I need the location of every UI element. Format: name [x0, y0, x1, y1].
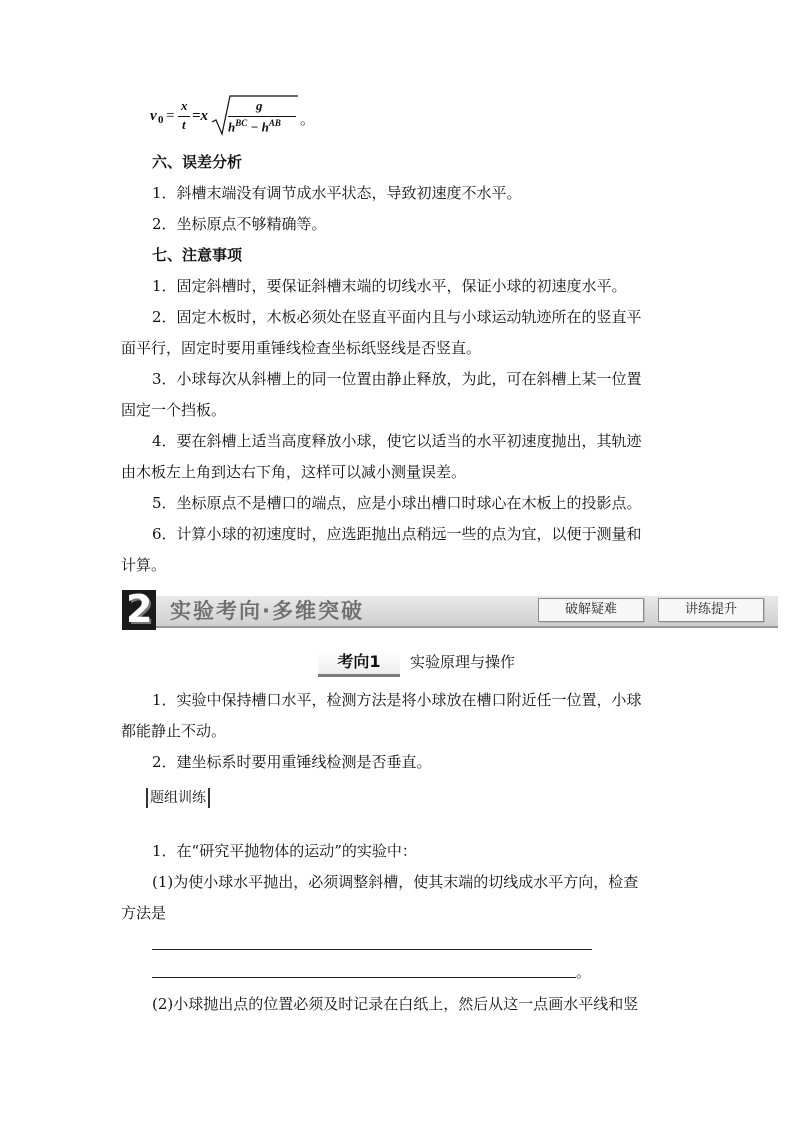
section7-heading: 七、注意事项	[152, 246, 243, 264]
practice-line: 方法是	[121, 904, 167, 922]
section7-line: 计算。	[121, 556, 167, 574]
direction1-line: 都能静止不动。	[121, 722, 227, 740]
section7-line: 1．固定斜槽时，要保证斜槽末端的切线水平，保证小球的初速度水平。	[152, 277, 627, 295]
section6-item-2: 2．坐标原点不够精确等。	[152, 215, 327, 233]
practice-line: (1)为使小球水平抛出，必须调整斜槽，使其末端的切线成水平方向，检查	[152, 873, 639, 891]
section7-line: 固定一个挡板。	[121, 401, 227, 419]
section7-line: 3．小球每次从斜槽上的同一位置由静止释放，为此，可在斜槽上某一位置	[152, 370, 642, 388]
answer-blank-line-1[interactable]	[152, 949, 592, 950]
section7-line: 2．固定木板时，木板必须处在竖直平面内且与小球运动轨迹所在的竖直平	[152, 308, 642, 326]
section6-heading: 六、误差分析	[152, 153, 243, 171]
direction1-title: 实验原理与操作	[410, 653, 516, 671]
formula-equals: =	[166, 108, 175, 124]
section7-line: 6．计算小球的初速度时，应选距抛出点稍远一些的点为宜，以便于测量和	[152, 525, 642, 543]
formula-frac-numerator: x	[181, 98, 188, 113]
section7-line: 面平行，固定时要用重锤线检查坐标纸竖线是否竖直。	[121, 339, 482, 357]
banner-number: 2	[126, 587, 153, 631]
formula-lhs: v	[150, 108, 157, 124]
section7-line: 由木板左上角到达右下角，这样可以减小测量误差。	[121, 463, 467, 481]
direction1-tag: 考向1	[318, 650, 400, 677]
banner-number-badge	[122, 587, 156, 631]
section7-line: 5．坐标原点不是槽口的端点，应是小球出槽口时球心在木板上的投影点。	[152, 494, 642, 512]
answer-blank-line-2[interactable]	[152, 977, 576, 978]
direction1-heading	[312, 650, 572, 680]
chapter-banner	[122, 587, 778, 631]
direction1-line: 2．建坐标系时要用重锤线检测是否垂直。	[152, 753, 432, 771]
formula-root-denominator: $h^{BC} - h^{AB}$	[228, 118, 281, 135]
practice-tag: 题组训练	[146, 788, 210, 808]
practice-improve-button[interactable]: 讲练提升	[658, 598, 764, 622]
section7-line: 4．要在斜槽上适当高度释放小球，使它以适当的水平初速度抛出，其轨迹	[152, 432, 642, 450]
banner-title: 实验考向·多维突破	[170, 599, 364, 623]
direction1-line: 1．实验中保持槽口水平，检测方法是将小球放在槽口附近任一位置，小球	[152, 691, 642, 709]
formula-end: 。	[300, 112, 316, 128]
initial-velocity-formula	[148, 92, 348, 142]
formula-root-numerator: g	[256, 98, 263, 113]
formula-frac-denominator: t	[182, 117, 186, 132]
practice-line: 1．在“研究平抛物体的运动”的实验中：	[152, 842, 417, 860]
formula-lhs-subscript: 0	[158, 114, 164, 126]
section6-item-1: 1．斜槽末端没有调节成水平状态，导致初速度不水平。	[152, 184, 522, 202]
crack-difficulties-button[interactable]: 破解疑难	[538, 598, 644, 622]
formula-root-fraction-bar	[228, 116, 296, 117]
formula-eq2: =x	[192, 108, 209, 124]
practice-line: (2)小球抛出点的位置必须及时记录在白纸上，然后从这一点画水平线和竖	[152, 995, 639, 1013]
answer-blank-end: 。	[576, 963, 592, 981]
